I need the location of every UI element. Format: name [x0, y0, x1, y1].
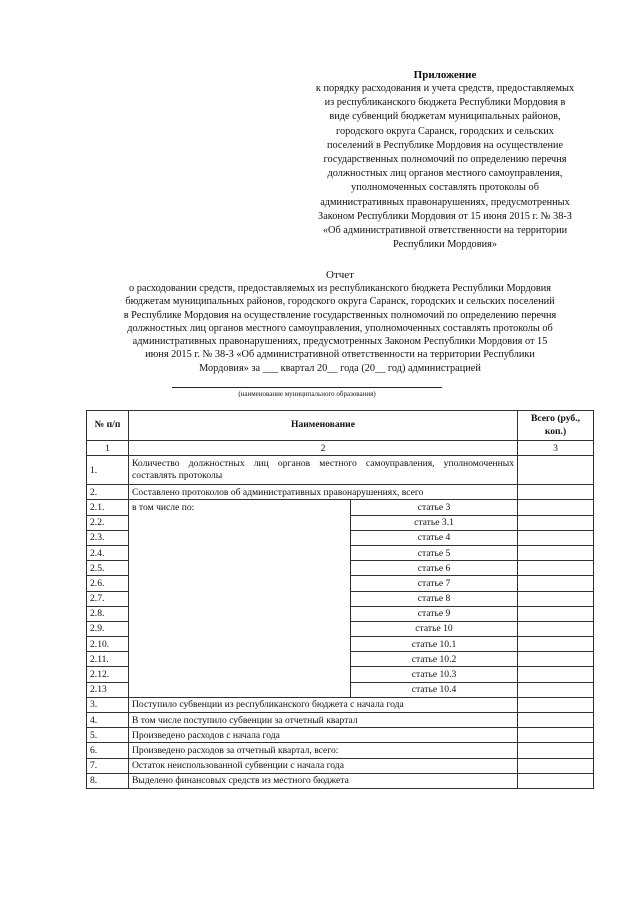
row-text: Составлено протоколов об административных правонарушениях, всего	[129, 485, 518, 500]
report-line: июня 2015 г. № 38-З «Об административной ответственности на территории Республики	[145, 349, 535, 361]
total-cell[interactable]	[518, 682, 594, 697]
header-total: Всего (руб., коп.)	[518, 411, 594, 441]
table-row	[87, 456, 594, 485]
total-cell[interactable]	[518, 500, 594, 515]
blank-cell	[129, 515, 351, 530]
total-cell[interactable]	[518, 456, 594, 485]
appendix-block	[282, 68, 608, 252]
table-row	[87, 545, 594, 560]
blank-cell	[129, 561, 351, 576]
row-number: 2.	[87, 485, 129, 500]
appendix-line: Законом Республики Мордовия от 15 июня 2015 г. № 38-З	[318, 210, 572, 222]
appendix-heading: Приложение	[413, 69, 477, 81]
blank-cell	[129, 576, 351, 591]
table-row	[87, 697, 594, 712]
table-row	[87, 515, 594, 530]
table-row	[87, 485, 594, 500]
table-row	[87, 728, 594, 743]
table-row	[87, 606, 594, 621]
total-cell[interactable]	[518, 561, 594, 576]
report-table	[86, 410, 594, 789]
total-cell[interactable]	[518, 652, 594, 667]
appendix-line: поселений в Республике Мордовия на осуществление	[326, 139, 564, 151]
row-number: 2.12.	[87, 667, 129, 682]
row-number: 2.13	[87, 682, 129, 697]
row-number: 2.3.	[87, 530, 129, 545]
column-numbers-row	[87, 441, 594, 456]
col-number: 2	[129, 441, 518, 456]
table-row	[87, 637, 594, 652]
row-text: Поступило субвенции из республиканского бюджета с начала года	[129, 697, 518, 712]
total-cell[interactable]	[518, 773, 594, 788]
article-cell: статье 3	[351, 500, 518, 515]
row-text: Выделено финансовых средств из местного бюджета	[129, 773, 518, 788]
row-number: 2.8.	[87, 606, 129, 621]
row-number: 8.	[87, 773, 129, 788]
col-number: 1	[87, 441, 129, 456]
row-number: 4.	[87, 713, 129, 728]
article-cell: статье 7	[351, 576, 518, 591]
total-cell[interactable]	[518, 637, 594, 652]
row-text: Остаток неиспользованной субвенции с начала года	[129, 758, 518, 773]
report-line: о расходовании средств, предоставляемых из республиканского бюджета Республики Мордовия	[129, 283, 551, 294]
appendix-line: должностных лиц органов местного самоуправления,	[327, 168, 563, 180]
table-row	[87, 591, 594, 606]
article-cell: статье 10.1	[351, 637, 518, 652]
table-row	[87, 576, 594, 591]
table-row	[87, 682, 594, 697]
table-row	[87, 530, 594, 545]
row-number: 2.6.	[87, 576, 129, 591]
table-row	[87, 652, 594, 667]
appendix-line: к порядку расходования и учета средств, предоставляемых	[315, 83, 575, 94]
table-row	[87, 500, 594, 515]
total-cell[interactable]	[518, 743, 594, 758]
table-row	[87, 758, 594, 773]
total-cell[interactable]	[518, 606, 594, 621]
total-cell[interactable]	[518, 697, 594, 712]
table-row	[87, 773, 594, 788]
article-cell: статье 3.1	[351, 515, 518, 530]
blank-cell	[129, 667, 351, 682]
appendix-line: государственных полномочий по определению перечня	[323, 154, 567, 166]
report-line: должностных лиц органов местного самоуправления, уполномоченных составлять протоколы об	[127, 322, 553, 334]
blank-cell	[129, 637, 351, 652]
row-number: 2.4.	[87, 545, 129, 560]
total-cell[interactable]	[518, 530, 594, 545]
article-cell: статье 10	[351, 621, 518, 636]
total-cell[interactable]	[518, 621, 594, 636]
article-cell: статье 10.2	[351, 652, 518, 667]
blank-cell	[129, 591, 351, 606]
blank-cell	[129, 545, 351, 560]
organization-caption: (наименование муниципального образования)	[238, 390, 376, 398]
blank-cell	[129, 682, 351, 697]
table-row	[87, 621, 594, 636]
total-cell[interactable]	[518, 667, 594, 682]
total-cell[interactable]	[518, 515, 594, 530]
article-cell: статье 10.4	[351, 682, 518, 697]
total-cell[interactable]	[518, 758, 594, 773]
row-number: 2.2.	[87, 515, 129, 530]
table-row	[87, 667, 594, 682]
table-header-row	[87, 411, 594, 441]
header-name: Наименование	[129, 411, 518, 441]
row-number: 2.11.	[87, 652, 129, 667]
article-cell: статье 9	[351, 606, 518, 621]
table-row	[87, 713, 594, 728]
report-header	[90, 268, 590, 375]
blank-cell	[129, 621, 351, 636]
appendix-line: «Об административной ответственности на территории	[322, 225, 568, 237]
total-cell[interactable]	[518, 545, 594, 560]
table-row	[87, 561, 594, 576]
appendix-line: городского округа Саранск, городских и сельских	[336, 125, 554, 137]
total-cell[interactable]	[518, 728, 594, 743]
appendix-line: административных правонарушениях, предусмотренных	[320, 196, 570, 208]
article-cell: статье 8	[351, 591, 518, 606]
blank-cell	[129, 652, 351, 667]
appendix-line: виде субвенций бюджетам муниципальных районов,	[329, 111, 561, 123]
row-number: 6.	[87, 743, 129, 758]
row-text: Произведено расходов за отчетный квартал, всего:	[129, 743, 518, 758]
row-text: Количество должностных лиц органов местного самоуправления, уполномоченных составлять протоколы	[129, 456, 518, 485]
row-text: Произведено расходов с начала года	[129, 728, 518, 743]
table-row	[87, 743, 594, 758]
row-text: В том числе поступило субвенции за отчетный квартал	[129, 713, 518, 728]
article-cell: статье 5	[351, 545, 518, 560]
row-number: 5.	[87, 728, 129, 743]
blank-cell	[129, 530, 351, 545]
row-number: 2.10.	[87, 637, 129, 652]
included-label: в том числе по:	[129, 500, 351, 515]
report-line: административных правонарушениях, предусмотренных Законом Республики Мордовия от 15	[132, 336, 548, 348]
article-cell: статье 4	[351, 530, 518, 545]
total-cell[interactable]	[518, 485, 594, 500]
row-number: 1.	[87, 456, 129, 485]
article-cell: статье 10.3	[351, 667, 518, 682]
report-line: бюджетам муниципальных районов, городского округа Саранск, городских и сельских поселений	[125, 296, 555, 308]
appendix-line: из республиканского бюджета Республики Мордовия в	[324, 97, 566, 109]
row-number: 3.	[87, 697, 129, 712]
total-cell[interactable]	[518, 713, 594, 728]
row-number: 2.7.	[87, 591, 129, 606]
blank-cell	[129, 606, 351, 621]
appendix-line: Республики Мордовия»	[393, 239, 497, 251]
organization-name-line	[172, 387, 442, 388]
col-number: 3	[518, 441, 594, 456]
report-line: Мордовия» за ___ квартал 20__ года (20__ год) администрацией	[199, 362, 481, 374]
report-line: в Республике Мордовия на осуществление государственных полномочий по определению перечня	[123, 309, 557, 321]
row-number: 2.9.	[87, 621, 129, 636]
row-number: 2.5.	[87, 561, 129, 576]
report-title: Отчет	[326, 269, 354, 281]
row-number: 7.	[87, 758, 129, 773]
total-cell[interactable]	[518, 576, 594, 591]
article-cell: статье 6	[351, 561, 518, 576]
total-cell[interactable]	[518, 591, 594, 606]
header-num: № п/п	[87, 411, 129, 441]
row-number: 2.1.	[87, 500, 129, 515]
appendix-line: уполномоченных составлять протоколы об	[351, 182, 539, 194]
